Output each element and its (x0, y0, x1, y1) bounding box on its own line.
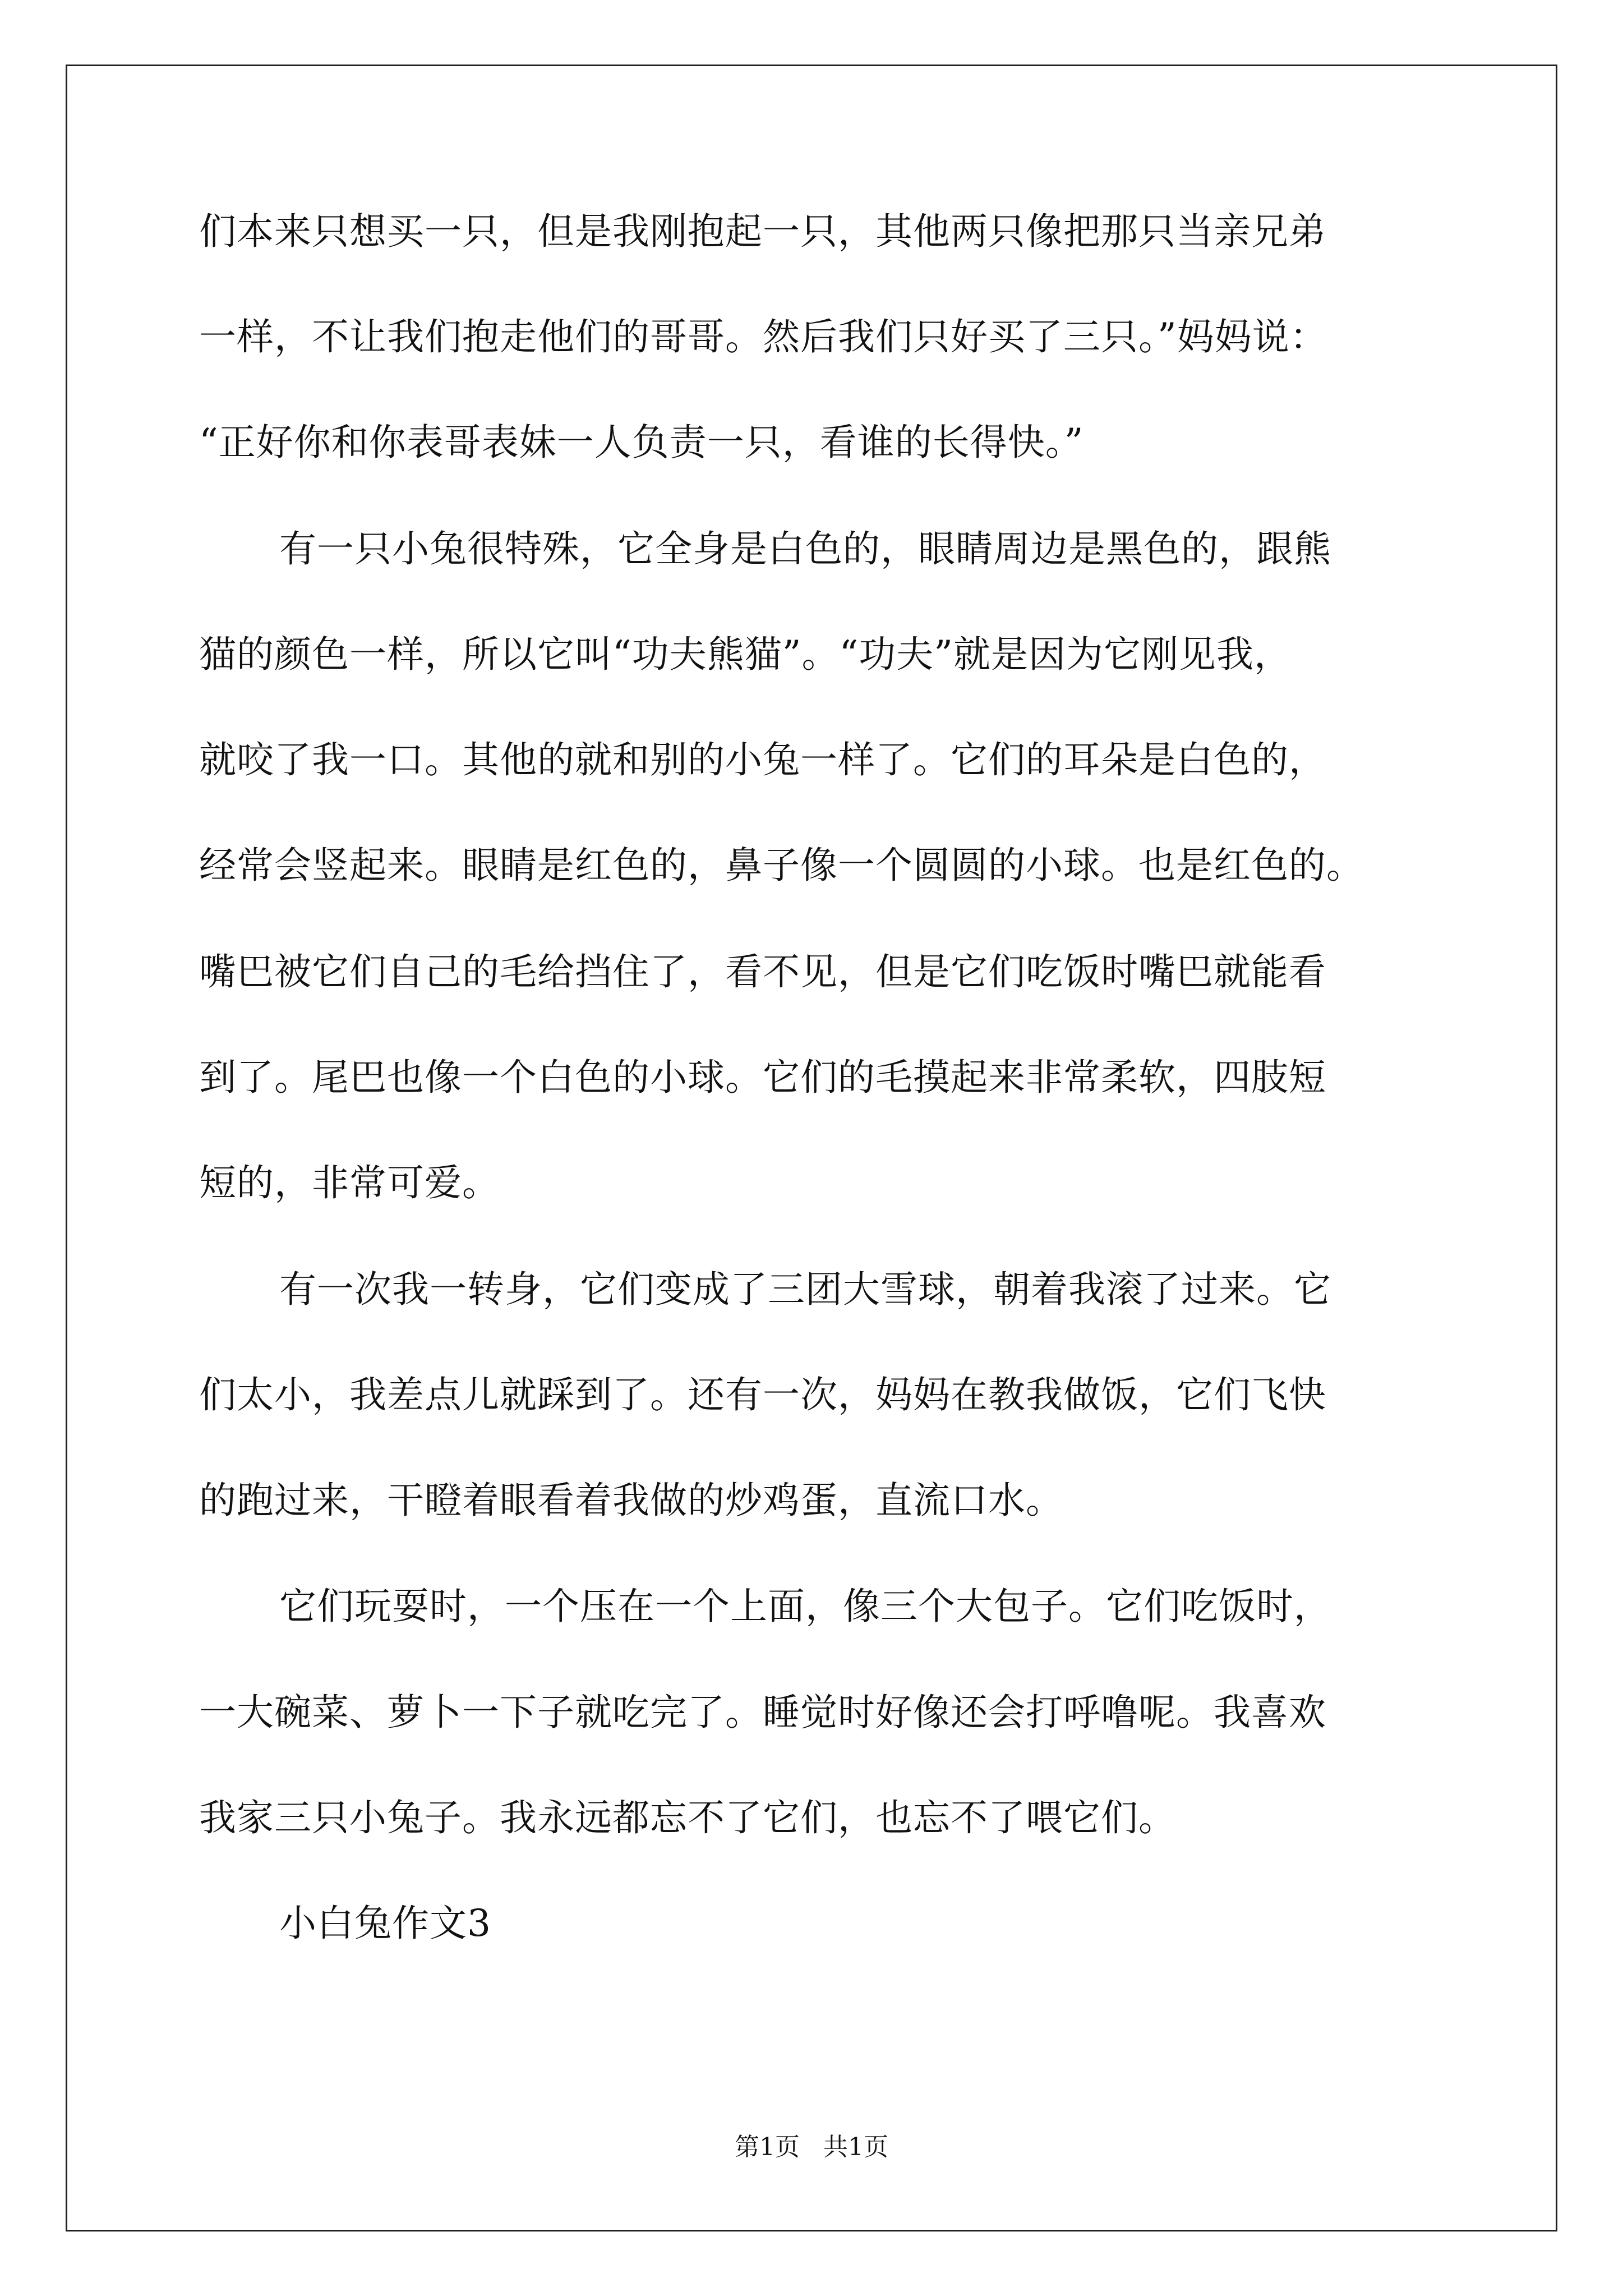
text-line: 一样，不让我们抱走他们的哥哥。然后我们只好买了三只。”妈妈说： (199, 315, 1327, 358)
text-line: 就咬了我一口。其他的就和别的小兔一样了。它们的耳朵是白色的， (199, 738, 1326, 781)
text-line: 我家三只小兔子。我永远都忘不了它们，也忘不了喂它们。 (199, 1796, 1176, 1839)
page-footer: 第1页 共1页 (735, 2133, 888, 2161)
text-line: 经常会竖起来。眼睛是红色的，鼻子像一个圆圆的小球。也是红色的。 (199, 844, 1364, 887)
paragraph-first-line: 有一次我一转身，它们变成了三团大雪球，朝着我滚了过来。它 (279, 1268, 1331, 1311)
text-line: 的跑过来，干瞪着眼看着我做的炒鸡蛋，直流口水。 (199, 1479, 1063, 1522)
text-line: 们太小，我差点儿就踩到了。还有一次，妈妈在教我做饭，它们飞快 (199, 1373, 1326, 1416)
text-line: 到了。尾巴也像一个白色的小球。它们的毛摸起来非常柔软，四肢短 (199, 1056, 1326, 1099)
text-line: 一大碗菜、萝卜一下子就吃完了。睡觉时好像还会打呼噜呢。我喜欢 (199, 1691, 1326, 1734)
text-line: 们本来只想买一只，但是我刚抱起一只，其他两只像把那只当亲兄弟 (199, 210, 1326, 253)
text-line: “正好你和你表哥表妹一人负责一只，看谁的长得快。” (199, 421, 1084, 464)
section-heading: 小白兔作文3 (279, 1902, 491, 1945)
paragraph-first-line: 它们玩耍时，一个压在一个上面，像三个大包子。它们吃饭时， (279, 1585, 1331, 1628)
text-line: 猫的颜色一样，所以它叫“功夫熊猫”。“功夫”就是因为它刚见我， (199, 633, 1292, 676)
paragraph-first-line: 有一只小兔很特殊，它全身是白色的，眼睛周边是黑色的，跟熊 (279, 527, 1331, 570)
text-line: 短的，非常可爱。 (199, 1161, 500, 1204)
text-line: 嘴巴被它们自己的毛给挡住了，看不见，但是它们吃饭时嘴巴就能看 (199, 950, 1326, 993)
